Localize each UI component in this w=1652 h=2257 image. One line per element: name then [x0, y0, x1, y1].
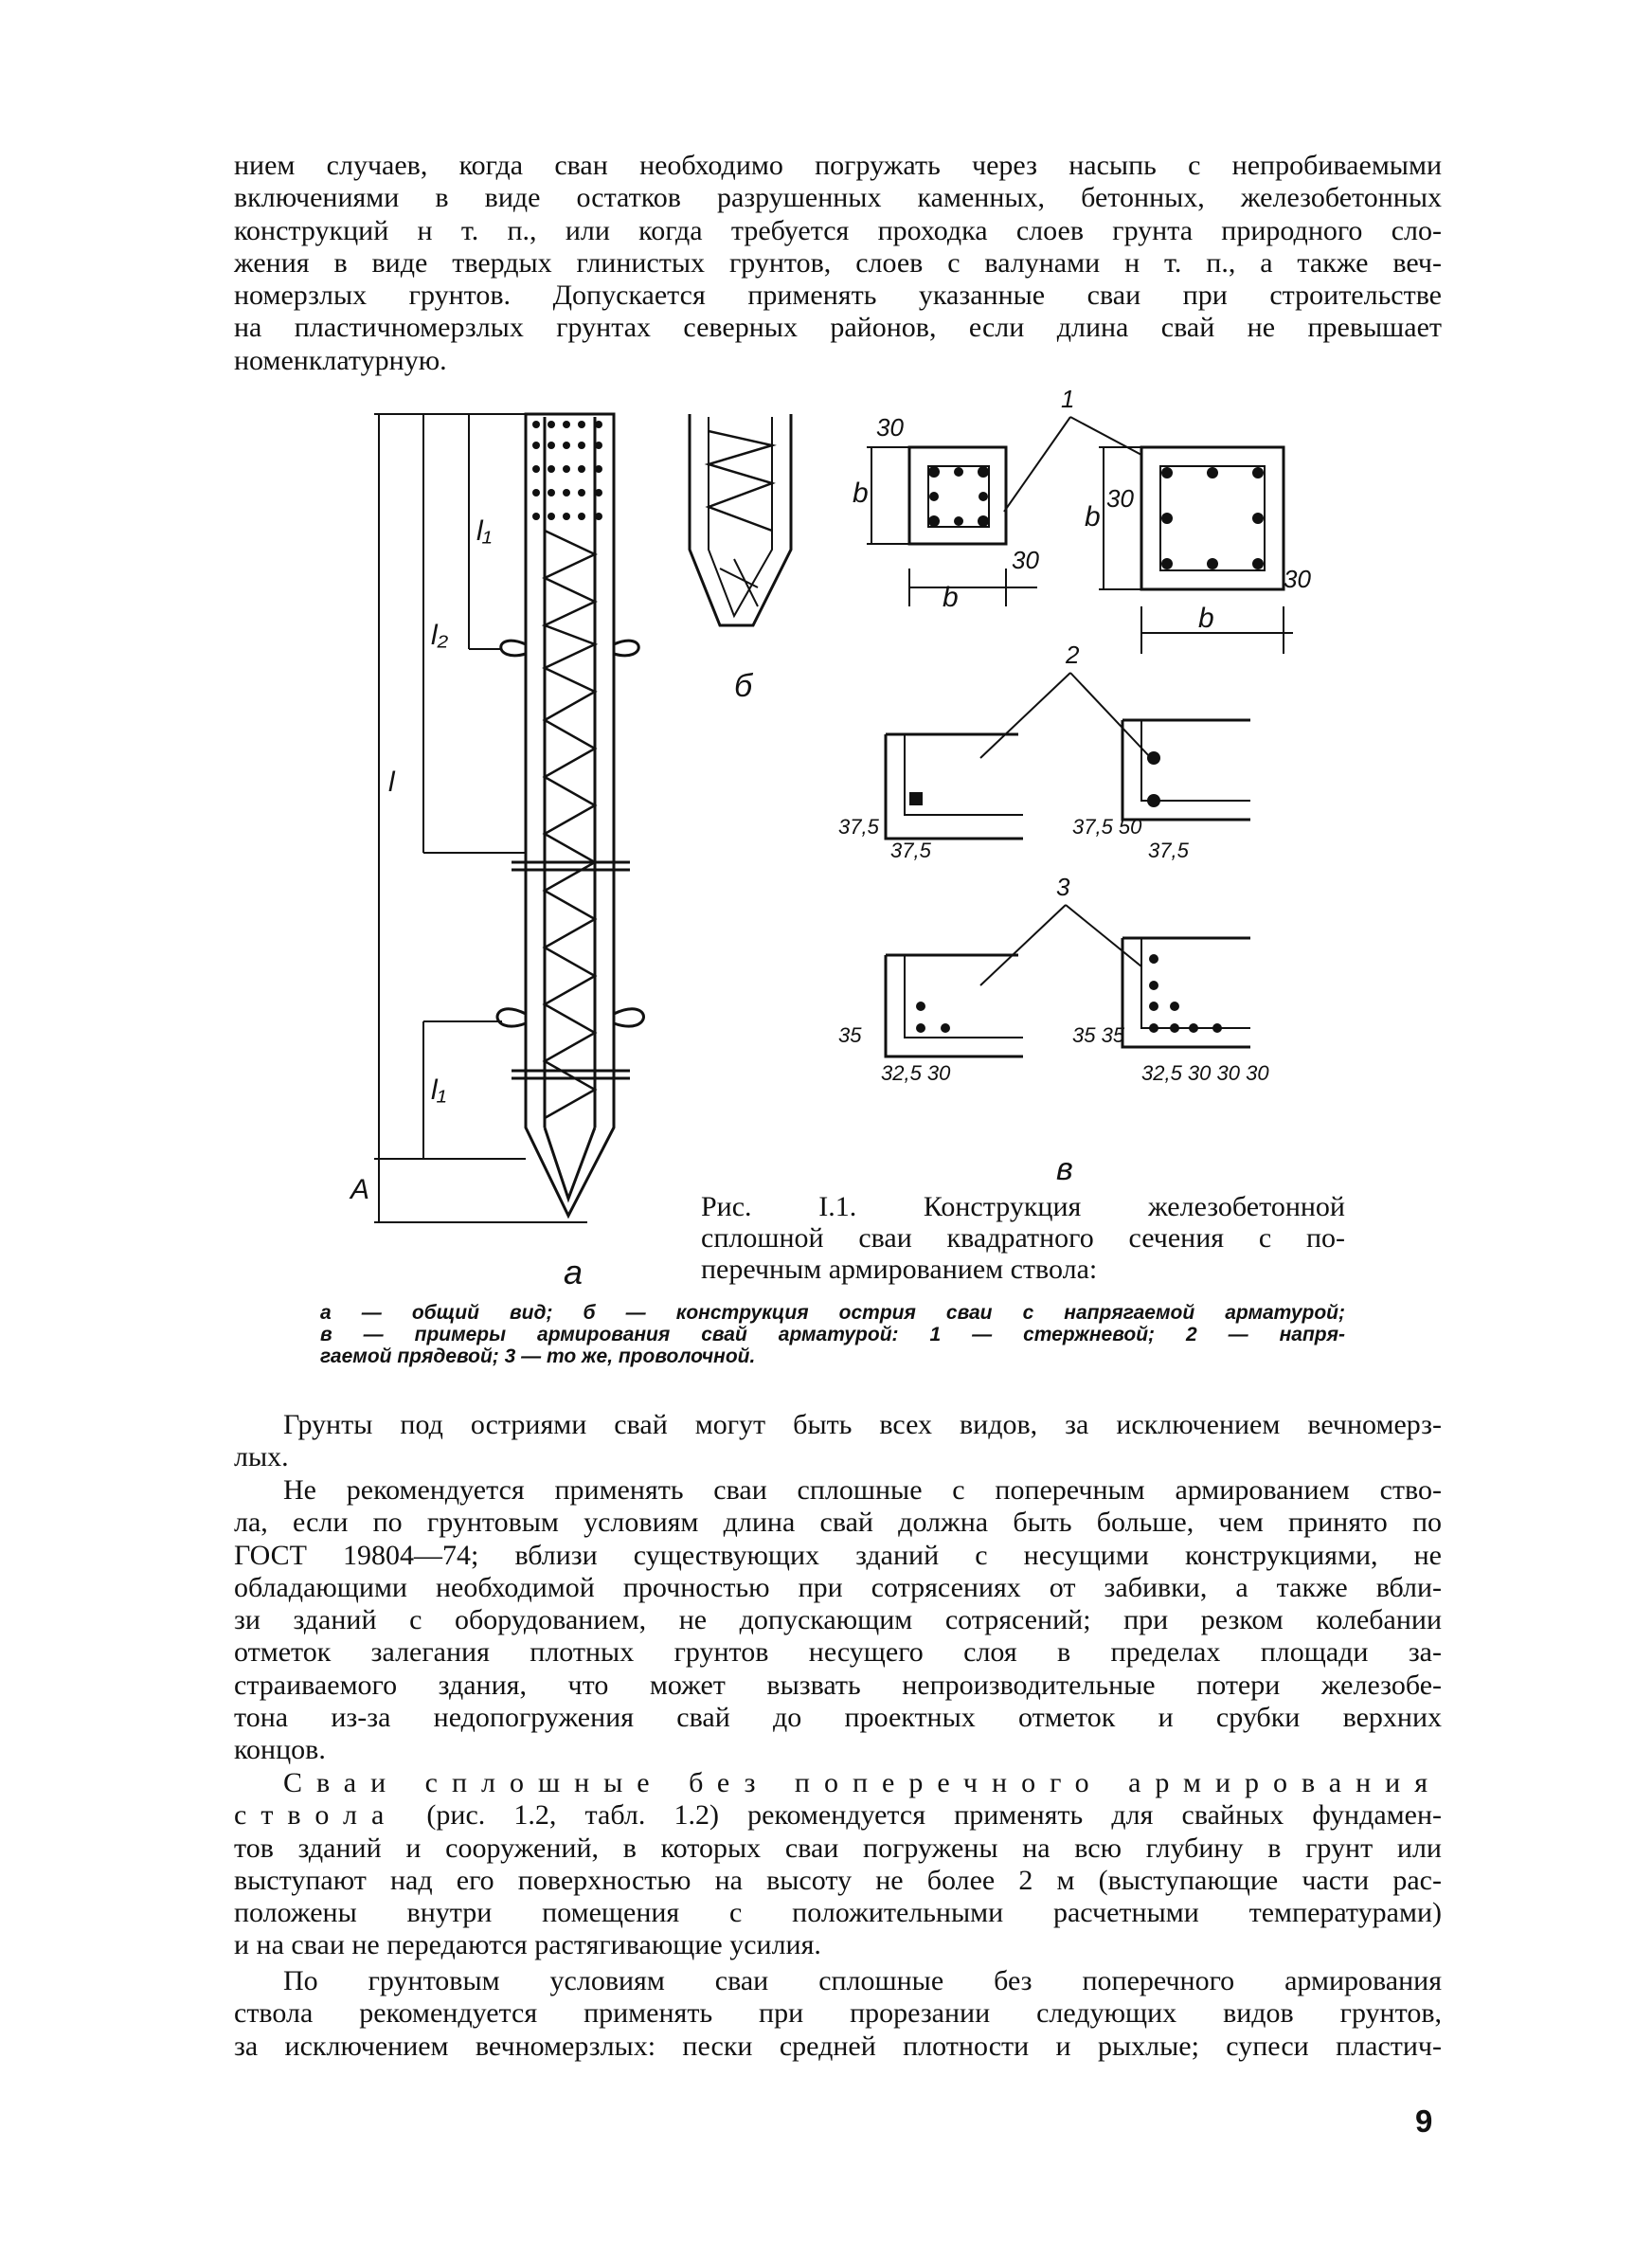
label-v: в — [1056, 1151, 1073, 1187]
text-line: положены внутри помещения с положительными расчетными температурами) — [234, 1897, 1442, 1929]
text-line: конструкций н т. п., или когда требуется проходка слоев грунта природного сло- — [234, 214, 1442, 246]
label-a: а — [564, 1253, 584, 1291]
dim-375-a: 37,5 — [838, 815, 879, 839]
text-line: отметок залегания плотных грунтов несущего слоя в пределах площади за- — [234, 1636, 1442, 1669]
label-2: 2 — [1066, 641, 1080, 669]
legend-line: гаемой прядевой; 3 — то же, проволочной. — [320, 1345, 756, 1367]
body-paragraph-3 — [234, 1767, 1442, 1962]
head-rebar-dots — [532, 421, 602, 520]
text-line: страиваемого здания, что может вызвать непроизводительные потери железобе- — [234, 1669, 1442, 1701]
label-1: 1 — [1061, 385, 1075, 413]
dim-b-large-bottom: b — [1198, 603, 1214, 634]
dim-30-d: 30 — [1284, 565, 1311, 593]
text-line — [234, 1799, 1442, 1832]
legend-line: в — примеры армирования свай арматурой: 1 — стержневой; 2 — напря- — [320, 1324, 1345, 1345]
dim-32530: 32,5 30 — [881, 1061, 951, 1085]
dim-l2: l₂ — [431, 620, 449, 651]
spaced-heading: Сваи сплошные без поперечного армирования — [283, 1767, 1442, 1798]
text-line: Грунты под остриями свай могут быть всех видов, за исключением вечномерз- — [283, 1409, 1442, 1440]
caption-line: Рис. I.1. Конструкция железобетонной — [701, 1191, 1345, 1222]
figure-caption — [701, 1191, 1345, 1285]
text-fragment: (рис. 1.2, табл. 1.2) рекомендуется применять для свайных фундамен- — [426, 1799, 1442, 1832]
dim-325303030: 32,5 30 30 30 — [1141, 1061, 1269, 1085]
text-line: за исключением вечномерзлых: пески средней плотности и рыхлые; супеси пластич- — [234, 2030, 1442, 2062]
dim-A: A — [350, 1174, 370, 1205]
body-paragraph-4 — [234, 1965, 1442, 2063]
caption-line: перечным армированием ствола: — [701, 1254, 1098, 1285]
pile-general-view — [374, 414, 644, 1222]
spaced-heading: ствола — [234, 1799, 399, 1832]
label-b: б — [734, 668, 753, 704]
text-line: обладающими необходимой прочностью при сотрясениях от забивки, а также вбли- — [234, 1571, 1442, 1603]
dim-b-small-bottom: b — [943, 582, 959, 613]
text-line: жения в виде твердых глинистых грунтов, слоев с валунами н т. п., а также веч- — [234, 246, 1442, 279]
cross-section-wire — [886, 905, 1250, 1056]
dim-l1-top: l₁ — [476, 515, 493, 547]
cross-section-strand — [886, 673, 1250, 839]
text-line: тов зданий и сооружений, в которых сваи погружены на всю глубину в грунт или — [234, 1832, 1442, 1864]
caption-line: сплошной сваи квадратного сечения с по- — [701, 1222, 1345, 1254]
dim-30-c: 30 — [1106, 484, 1134, 513]
legend-line: а — общий вид; б — конструкция острия сваи с напрягаемой арматурой; — [320, 1302, 1345, 1324]
text-line: По грунтовым условиям сваи сплошные без поперечного армирования — [283, 1965, 1442, 1996]
tip-labels — [734, 668, 754, 704]
page-number: 9 — [1415, 2104, 1433, 2139]
text-line: тона из-за недопогружения свай до проектных отметок и срубки верхних — [234, 1702, 1442, 1734]
text-line — [234, 1767, 1442, 1799]
text-line: ГОСТ 19804—74; вблизи существующих зданий с несущими конструкциями, не — [234, 1539, 1442, 1571]
text-line: выступают над его поверхностью на высоту не более 2 м (выступающие части рас- — [234, 1864, 1442, 1896]
text-line: нием случаев, когда сван необходимо погружать через насыпь с непробиваемыми — [234, 150, 1442, 181]
text-line: Не рекомендуется применять сваи сплошные с поперечным армированием ство- — [283, 1474, 1442, 1506]
dim-35: 35 — [838, 1023, 862, 1047]
dim-l: l — [388, 767, 395, 798]
pile-tip-detail — [690, 414, 791, 625]
text-line: лых. — [234, 1441, 289, 1473]
text-line: зи зданий с оборудованием, не допускающим сотрясений; при резком колебании — [234, 1604, 1442, 1636]
dim-375-b: 37,5 — [890, 839, 931, 862]
text-line: номерзлых грунтов. Допускается применять указанные сваи при строительстве — [234, 280, 1442, 312]
dim-30-a: 30 — [876, 413, 904, 442]
text-line: включениями в виде остатков разрушенных каменных, бетонных, железобетонных — [234, 182, 1442, 214]
body-paragraph-1 — [234, 1409, 1442, 1474]
dim-375-c: 37,5 — [1148, 839, 1189, 862]
dim-37550: 37,5 50 — [1072, 815, 1142, 839]
dim-b-small: b — [853, 478, 869, 509]
text-line: ла, если по грунтовым условиям длина свай должна быть больше, чем принято по — [234, 1507, 1442, 1539]
dim-b-large: b — [1085, 501, 1101, 533]
label-3: 3 — [1056, 873, 1070, 901]
dim-3535: 35 35 — [1072, 1023, 1125, 1047]
dim-30-b: 30 — [1012, 546, 1039, 574]
dim-l1-bottom: l₁ — [431, 1074, 447, 1106]
text-line: номенклатурную. — [234, 344, 447, 376]
text-line: и на сваи не передаются растягивающие усилия. — [234, 1929, 821, 1961]
figure-legend — [320, 1302, 1345, 1367]
text-line: концов. — [234, 1734, 326, 1766]
body-paragraph-2 — [234, 1474, 1442, 1767]
text-line: на пластичномерзлых грунтах северных районов, если длина свай не превышает — [234, 312, 1442, 344]
cross-section-large — [1004, 417, 1293, 654]
text-line: ствола рекомендуется применять при прорезании следующих видов грунтов, — [234, 1997, 1442, 2030]
